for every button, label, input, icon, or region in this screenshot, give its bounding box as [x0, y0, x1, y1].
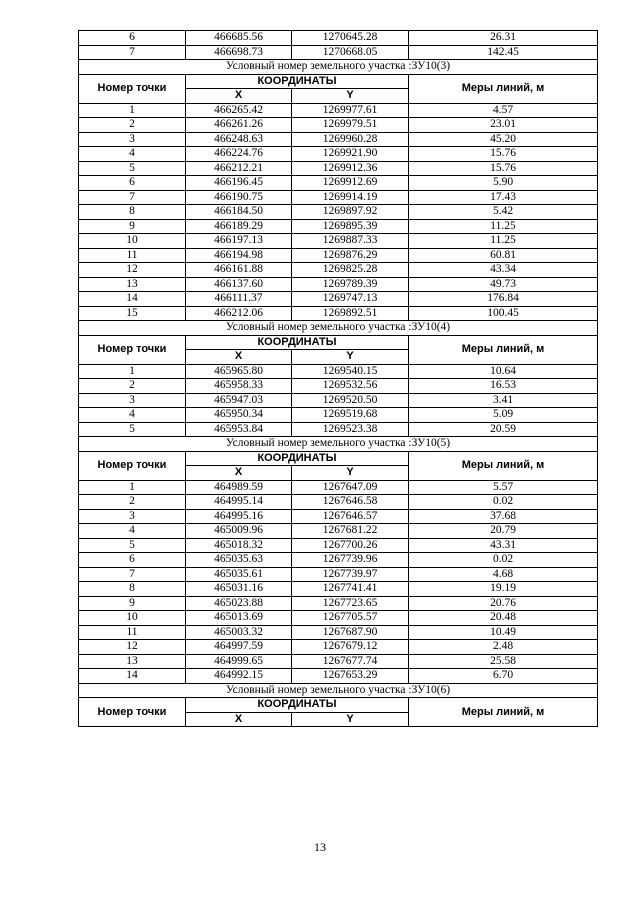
- table-row: [79, 292, 598, 307]
- table-row: [79, 596, 598, 611]
- x-coordinate-cell: 465965.80: [186, 364, 292, 379]
- line-measures-header: Меры линий, м: [409, 451, 598, 480]
- line-length-cell: 11.25: [409, 219, 598, 234]
- point-number-cell: 2: [79, 495, 186, 510]
- table-row: [79, 31, 598, 46]
- table-row: [79, 524, 598, 539]
- y-header: Y: [292, 712, 409, 727]
- table-row: [79, 408, 598, 423]
- x-coordinate-cell: 465003.32: [186, 625, 292, 640]
- parcel-number-title: Условный номер земельного участка :ЗУ10(6): [79, 683, 598, 698]
- header-row: [79, 698, 598, 713]
- y-coordinate-cell: 1269876.29: [292, 248, 409, 263]
- section-title-row: [79, 437, 598, 452]
- x-coordinate-cell: 466137.60: [186, 277, 292, 292]
- point-number-cell: 7: [79, 190, 186, 205]
- y-coordinate-cell: 1269825.28: [292, 263, 409, 278]
- line-length-cell: 16.53: [409, 379, 598, 394]
- y-coordinate-cell: 1267679.12: [292, 640, 409, 655]
- x-coordinate-cell: 464992.15: [186, 669, 292, 684]
- line-length-cell: 4.68: [409, 567, 598, 582]
- line-length-cell: 5.42: [409, 205, 598, 220]
- table-row: [79, 205, 598, 220]
- line-length-cell: 2.48: [409, 640, 598, 655]
- line-length-cell: 15.76: [409, 147, 598, 162]
- table-row: [79, 364, 598, 379]
- table-row: [79, 103, 598, 118]
- x-coordinate-cell: 466261.26: [186, 118, 292, 133]
- table-row: [79, 567, 598, 582]
- x-coordinate-cell: 465013.69: [186, 611, 292, 626]
- table-row: [79, 306, 598, 321]
- table-row: [79, 248, 598, 263]
- point-number-cell: 11: [79, 248, 186, 263]
- coordinates-header: КООРДИНАТЫ: [186, 698, 409, 713]
- y-coordinate-cell: 1267723.65: [292, 596, 409, 611]
- table-row: [79, 495, 598, 510]
- line-length-cell: 5.09: [409, 408, 598, 423]
- table-row: [79, 132, 598, 147]
- x-coordinate-cell: 466248.63: [186, 132, 292, 147]
- y-coordinate-cell: 1270645.28: [292, 31, 409, 46]
- table-row: [79, 654, 598, 669]
- x-header: X: [186, 350, 292, 365]
- y-coordinate-cell: 1269519.68: [292, 408, 409, 423]
- line-length-cell: 49.73: [409, 277, 598, 292]
- point-number-cell: 10: [79, 611, 186, 626]
- point-number-cell: 5: [79, 538, 186, 553]
- line-length-cell: 45.20: [409, 132, 598, 147]
- y-coordinate-cell: 1269523.38: [292, 422, 409, 437]
- table-row: [79, 553, 598, 568]
- line-length-cell: 10.64: [409, 364, 598, 379]
- y-coordinate-cell: 1267646.58: [292, 495, 409, 510]
- y-coordinate-cell: 1269914.19: [292, 190, 409, 205]
- y-coordinate-cell: 1269912.36: [292, 161, 409, 176]
- x-coordinate-cell: 466224.76: [186, 147, 292, 162]
- y-header: Y: [292, 89, 409, 104]
- line-length-cell: 20.48: [409, 611, 598, 626]
- point-number-cell: 12: [79, 640, 186, 655]
- y-coordinate-cell: 1267705.57: [292, 611, 409, 626]
- x-coordinate-cell: 465023.88: [186, 596, 292, 611]
- table-row: [79, 190, 598, 205]
- table-row: [79, 219, 598, 234]
- y-coordinate-cell: 1269747.13: [292, 292, 409, 307]
- coordinates-table-body: [79, 31, 598, 727]
- x-coordinate-cell: 464989.59: [186, 480, 292, 495]
- line-length-cell: 26.31: [409, 31, 598, 46]
- coordinates-header: КООРДИНАТЫ: [186, 335, 409, 350]
- point-number-cell: 12: [79, 263, 186, 278]
- x-coordinate-cell: 466698.73: [186, 45, 292, 60]
- x-coordinate-cell: 465035.61: [186, 567, 292, 582]
- point-number-header: Номер точки: [79, 335, 186, 364]
- x-coordinate-cell: 465958.33: [186, 379, 292, 394]
- table-row: [79, 147, 598, 162]
- line-length-cell: 20.76: [409, 596, 598, 611]
- point-number-cell: 4: [79, 524, 186, 539]
- point-number-header: Номер точки: [79, 698, 186, 727]
- y-coordinate-cell: 1267739.97: [292, 567, 409, 582]
- line-length-cell: 100.45: [409, 306, 598, 321]
- y-coordinate-cell: 1267647.09: [292, 480, 409, 495]
- table-row: [79, 538, 598, 553]
- section-title-row: [79, 683, 598, 698]
- y-coordinate-cell: 1269897.92: [292, 205, 409, 220]
- section-title-row: [79, 321, 598, 336]
- y-coordinate-cell: 1270668.05: [292, 45, 409, 60]
- x-coordinate-cell: 466265.42: [186, 103, 292, 118]
- table-row: [79, 45, 598, 60]
- table-row: [79, 509, 598, 524]
- x-coordinate-cell: 464999.65: [186, 654, 292, 669]
- point-number-cell: 9: [79, 596, 186, 611]
- line-measures-header: Меры линий, м: [409, 698, 598, 727]
- coordinates-header: КООРДИНАТЫ: [186, 74, 409, 89]
- y-coordinate-cell: 1269789.39: [292, 277, 409, 292]
- point-number-cell: 5: [79, 161, 186, 176]
- x-header: X: [186, 466, 292, 481]
- point-number-cell: 14: [79, 669, 186, 684]
- x-coordinate-cell: 465031.16: [186, 582, 292, 597]
- table-row: [79, 582, 598, 597]
- x-coordinate-cell: 466111.37: [186, 292, 292, 307]
- y-coordinate-cell: 1269960.28: [292, 132, 409, 147]
- y-coordinate-cell: 1269540.15: [292, 364, 409, 379]
- line-length-cell: 60.81: [409, 248, 598, 263]
- y-coordinate-cell: 1267739.96: [292, 553, 409, 568]
- line-length-cell: 20.59: [409, 422, 598, 437]
- x-coordinate-cell: 465950.34: [186, 408, 292, 423]
- y-coordinate-cell: 1267646.57: [292, 509, 409, 524]
- line-length-cell: 0.02: [409, 495, 598, 510]
- table-row: [79, 234, 598, 249]
- point-number-cell: 14: [79, 292, 186, 307]
- point-number-cell: 7: [79, 567, 186, 582]
- point-number-cell: 3: [79, 393, 186, 408]
- x-coordinate-cell: 464995.14: [186, 495, 292, 510]
- table-row: [79, 393, 598, 408]
- line-length-cell: 25.58: [409, 654, 598, 669]
- line-length-cell: 10.49: [409, 625, 598, 640]
- page-number: 13: [314, 840, 326, 854]
- y-coordinate-cell: 1267700.26: [292, 538, 409, 553]
- point-number-cell: 6: [79, 553, 186, 568]
- line-length-cell: 19.19: [409, 582, 598, 597]
- point-number-cell: 15: [79, 306, 186, 321]
- point-number-header: Номер точки: [79, 74, 186, 103]
- y-coordinate-cell: 1269977.61: [292, 103, 409, 118]
- x-header: X: [186, 712, 292, 727]
- point-number-cell: 13: [79, 654, 186, 669]
- table-row: [79, 161, 598, 176]
- x-coordinate-cell: 464995.16: [186, 509, 292, 524]
- point-number-cell: 1: [79, 364, 186, 379]
- x-coordinate-cell: 466197.13: [186, 234, 292, 249]
- y-coordinate-cell: 1269532.56: [292, 379, 409, 394]
- point-number-cell: 4: [79, 147, 186, 162]
- x-coordinate-cell: 466212.06: [186, 306, 292, 321]
- x-coordinate-cell: 466189.29: [186, 219, 292, 234]
- section-title-row: [79, 60, 598, 75]
- table-row: [79, 176, 598, 191]
- line-measures-header: Меры линий, м: [409, 74, 598, 103]
- table-row: [79, 640, 598, 655]
- point-number-cell: 4: [79, 408, 186, 423]
- line-length-cell: 5.57: [409, 480, 598, 495]
- parcel-number-title: Условный номер земельного участка :ЗУ10(5): [79, 437, 598, 452]
- y-coordinate-cell: 1269979.51: [292, 118, 409, 133]
- point-number-cell: 8: [79, 582, 186, 597]
- x-coordinate-cell: 466184.50: [186, 205, 292, 220]
- x-coordinate-cell: 465953.84: [186, 422, 292, 437]
- line-length-cell: 23.01: [409, 118, 598, 133]
- coordinates-table: [78, 30, 598, 727]
- parcel-number-title: Условный номер земельного участка :ЗУ10(4): [79, 321, 598, 336]
- point-number-cell: 6: [79, 31, 186, 46]
- point-number-cell: 2: [79, 379, 186, 394]
- y-coordinate-cell: 1267677.74: [292, 654, 409, 669]
- table-row: [79, 277, 598, 292]
- y-header: Y: [292, 466, 409, 481]
- y-coordinate-cell: 1267653.29: [292, 669, 409, 684]
- line-length-cell: 3.41: [409, 393, 598, 408]
- line-length-cell: 37.68: [409, 509, 598, 524]
- x-header: X: [186, 89, 292, 104]
- line-length-cell: 17.43: [409, 190, 598, 205]
- line-length-cell: 43.34: [409, 263, 598, 278]
- x-coordinate-cell: 466190.75: [186, 190, 292, 205]
- x-coordinate-cell: 466212.21: [186, 161, 292, 176]
- point-number-cell: 11: [79, 625, 186, 640]
- point-number-header: Номер точки: [79, 451, 186, 480]
- x-coordinate-cell: 466685.56: [186, 31, 292, 46]
- table-row: [79, 379, 598, 394]
- point-number-cell: 1: [79, 103, 186, 118]
- point-number-cell: 13: [79, 277, 186, 292]
- point-number-cell: 1: [79, 480, 186, 495]
- parcel-number-title: Условный номер земельного участка :ЗУ10(3): [79, 60, 598, 75]
- x-coordinate-cell: 466161.88: [186, 263, 292, 278]
- point-number-cell: 9: [79, 219, 186, 234]
- y-coordinate-cell: 1269520.50: [292, 393, 409, 408]
- table-row: [79, 625, 598, 640]
- coordinates-header: КООРДИНАТЫ: [186, 451, 409, 466]
- y-header: Y: [292, 350, 409, 365]
- table-row: [79, 422, 598, 437]
- point-number-cell: 5: [79, 422, 186, 437]
- header-row: [79, 451, 598, 466]
- line-length-cell: 142.45: [409, 45, 598, 60]
- point-number-cell: 6: [79, 176, 186, 191]
- line-length-cell: 43.31: [409, 538, 598, 553]
- point-number-cell: 2: [79, 118, 186, 133]
- table-row: [79, 480, 598, 495]
- line-measures-header: Меры линий, м: [409, 335, 598, 364]
- y-coordinate-cell: 1267681.22: [292, 524, 409, 539]
- line-length-cell: 11.25: [409, 234, 598, 249]
- x-coordinate-cell: 466194.98: [186, 248, 292, 263]
- line-length-cell: 5.90: [409, 176, 598, 191]
- point-number-cell: 3: [79, 132, 186, 147]
- table-row: [79, 611, 598, 626]
- line-length-cell: 20.79: [409, 524, 598, 539]
- header-row: [79, 74, 598, 89]
- y-coordinate-cell: 1269892.51: [292, 306, 409, 321]
- line-length-cell: 0.02: [409, 553, 598, 568]
- y-coordinate-cell: 1267687.90: [292, 625, 409, 640]
- table-row: [79, 669, 598, 684]
- header-row: [79, 335, 598, 350]
- x-coordinate-cell: 465947.03: [186, 393, 292, 408]
- table-row: [79, 118, 598, 133]
- y-coordinate-cell: 1269887.33: [292, 234, 409, 249]
- x-coordinate-cell: 465035.63: [186, 553, 292, 568]
- y-coordinate-cell: 1269912.69: [292, 176, 409, 191]
- point-number-cell: 10: [79, 234, 186, 249]
- line-length-cell: 4.57: [409, 103, 598, 118]
- point-number-cell: 7: [79, 45, 186, 60]
- x-coordinate-cell: 465018.32: [186, 538, 292, 553]
- y-coordinate-cell: 1269921.90: [292, 147, 409, 162]
- x-coordinate-cell: 465009.96: [186, 524, 292, 539]
- y-coordinate-cell: 1269895.39: [292, 219, 409, 234]
- line-length-cell: 15.76: [409, 161, 598, 176]
- line-length-cell: 176.84: [409, 292, 598, 307]
- point-number-cell: 8: [79, 205, 186, 220]
- y-coordinate-cell: 1267741.41: [292, 582, 409, 597]
- line-length-cell: 6.70: [409, 669, 598, 684]
- table-row: [79, 263, 598, 278]
- x-coordinate-cell: 464997.59: [186, 640, 292, 655]
- x-coordinate-cell: 466196.45: [186, 176, 292, 191]
- point-number-cell: 3: [79, 509, 186, 524]
